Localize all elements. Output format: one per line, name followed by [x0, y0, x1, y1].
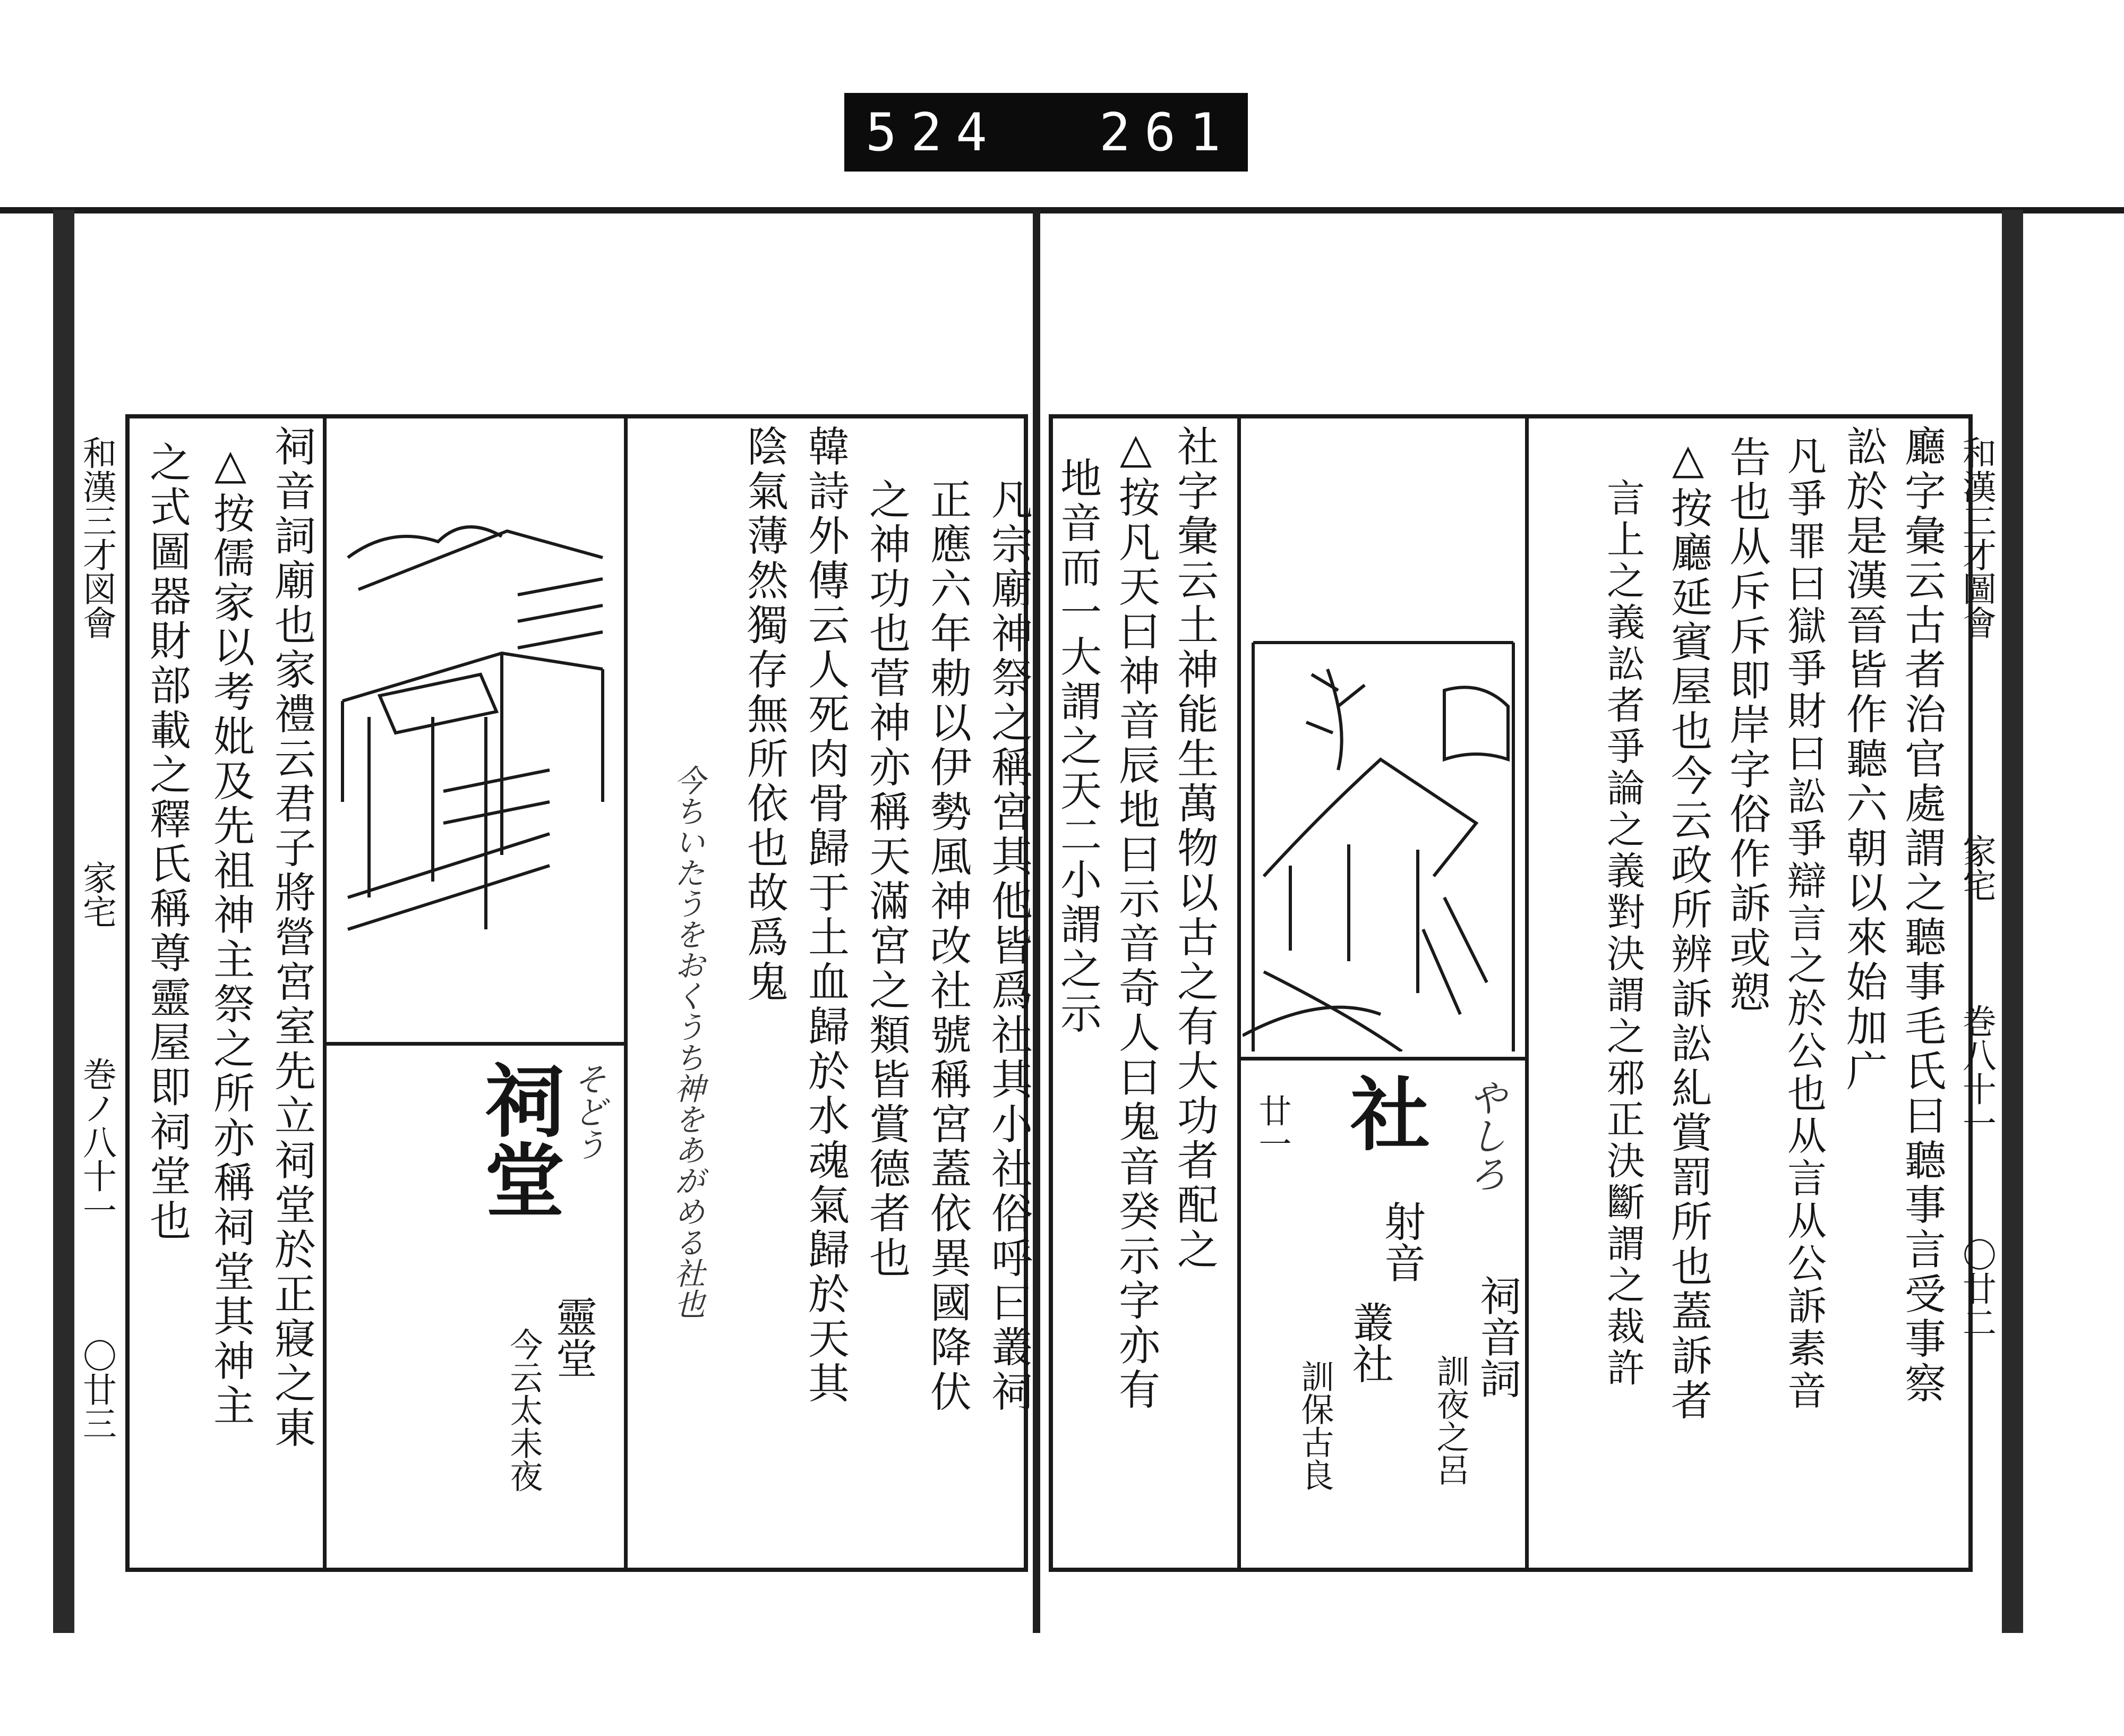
left-right-row-5: 陰氣薄然獨存無所依也故爲鬼: [740, 425, 788, 1005]
right-page-divider-2: [1525, 414, 1529, 1572]
shrine-heading-number: 廿一: [1253, 1094, 1292, 1160]
court-text-row-2: 訟於是漢晉皆作聽六朝以來始加广: [1839, 425, 1887, 1094]
left-binding-edge: [53, 210, 74, 1633]
right-margin-section: 家宅: [1957, 834, 1996, 902]
left-page-divider: [323, 414, 327, 1572]
handwritten-cursive-note: 今ちいたうをおくうち神をあがめる社也: [669, 765, 705, 1319]
ancestral-shrine-reading: 訓夜之呂: [1431, 1354, 1470, 1486]
shrine-pavilion-illustration: [327, 420, 621, 1041]
right-margin-volume: 巻八十一: [1957, 1004, 1996, 1140]
court-text-row-5: △按廳延賓屋也今云政所辨訴訟糺賞罰所也蓋訴者: [1664, 435, 1712, 1423]
right-binding-edge: [2002, 210, 2023, 1633]
left-illustration-divider: [323, 1042, 628, 1046]
archive-label: [844, 93, 1248, 172]
left-text-row-1: 祠音詞廟也家禮云君子將營宮室先立祠堂於正寢之東: [268, 425, 315, 1451]
archive-number-left: 524: [866, 102, 1001, 163]
grove-shrine-reading: 訓保古良: [1296, 1359, 1334, 1491]
grove-shrine-heading: 叢社: [1346, 1301, 1393, 1384]
shrine-text-row-3: 地音而一大謂之天二小謂之示: [1054, 457, 1101, 1037]
ancestral-shrine-heading: 祠音詞: [1473, 1275, 1521, 1399]
left-right-row-4: 韓詩外傳云人死肉骨歸于土血歸於水魂氣歸於天其: [801, 425, 849, 1406]
book-spine: [1033, 210, 1040, 1633]
left-right-row-3: 之神功也菅神亦稱天滿宮之類皆賞德者也: [862, 478, 910, 1281]
court-text-row-6: 言上之義訟者爭論之義對決謂之邪正決斷謂之裁許: [1600, 478, 1645, 1389]
shrine-hall-heading: 祠堂: [471, 1059, 564, 1219]
shrine-heading: 社: [1337, 1073, 1430, 1152]
right-margin-folio: 〇廿二: [1957, 1237, 1996, 1339]
court-text-row-3: 凡爭罪曰獄爭財曰訟爭辯言之於公也从言从公訴素音: [1781, 435, 1827, 1413]
right-illustration-divider: [1237, 1057, 1528, 1061]
left-text-row-3: 之式圖器財部載之釋氏稱尊靈屋即祠堂也: [143, 441, 191, 1244]
archive-number-right: 261: [1099, 102, 1235, 163]
shrine-text-row-1: 社字彙云土神能生萬物以古之有大功者配之: [1170, 425, 1218, 1272]
left-text-row-2: △按儒家以考妣及先祖神主祭之所亦稱祠堂其神主: [207, 441, 254, 1429]
hillside-shrine-illustration: [1243, 600, 1523, 1051]
left-right-row-1: 凡宗廟神祭之稱宮其他皆爲社其小社俗呼曰叢祠: [984, 478, 1032, 1415]
left-margin-title: 和漢三才図會: [77, 435, 116, 639]
spirit-hall-reading: 今云太未夜: [504, 1328, 543, 1492]
left-right-row-2: 正應六年勅以伊勢風神改社號稱宮蓋依異國降伏: [923, 478, 971, 1415]
right-margin-title: 和漢三才圖會: [1957, 435, 1996, 639]
shrine-text-row-2: △按凡天曰神音辰地曰示音奇人曰鬼音癸示字亦有: [1112, 425, 1160, 1413]
court-text-row-1: 廳字彙云古者治官處謂之聽事毛氏曰聽事言受事察: [1898, 425, 1946, 1406]
left-margin-volume: 巻ノ八十一: [77, 1057, 116, 1227]
left-margin-section: 家宅: [77, 860, 116, 928]
shrine-hall-reading: そどう: [568, 1062, 607, 1161]
right-page-divider: [1237, 414, 1241, 1572]
shrine-heading-reading: やしろ: [1462, 1078, 1507, 1193]
spirit-hall-heading: 靈堂: [549, 1296, 597, 1379]
left-margin-folio: 〇廿三: [77, 1338, 116, 1440]
scan-top-edge: [0, 207, 2124, 213]
left-page-divider-2: [624, 414, 628, 1572]
shrine-heading-sound: 射音: [1377, 1200, 1425, 1283]
court-text-row-4: 告也从斥斥即岸字俗作訴或愬: [1723, 435, 1770, 1015]
